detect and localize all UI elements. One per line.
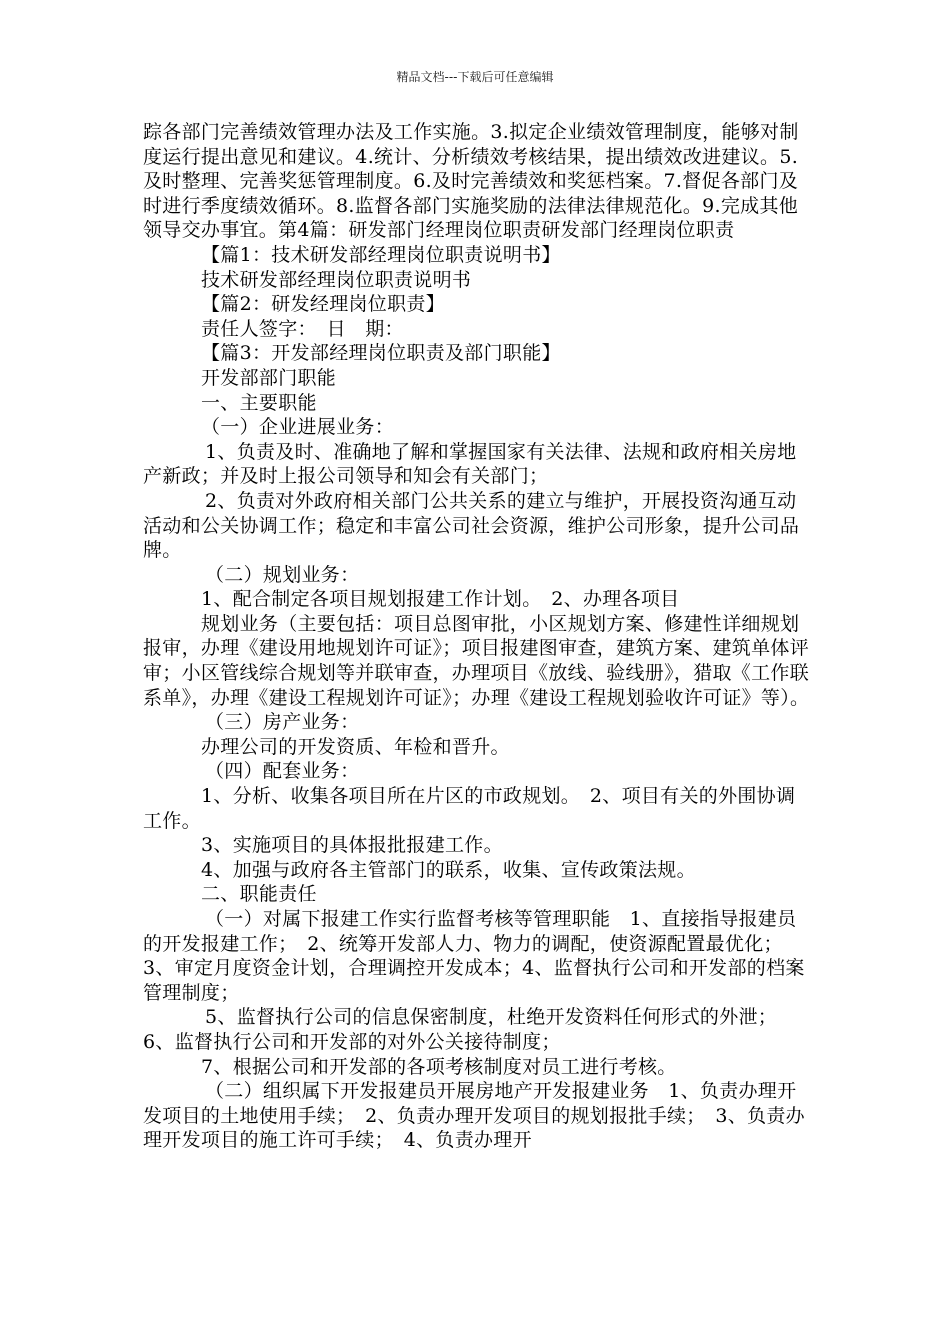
paragraph: 二、职能责任 — [201, 883, 317, 906]
paragraph: （一）对属下报建工作实行监督考核等管理职能 1、直接指导报建员的开发报建工作； 2、统筹开发部人力、物力的调配，使资源配置最优化； 3、审定月度资金计划，合理调控开发成本；4、监督执行公司和开发部的档案管理制度； — [143, 908, 805, 1004]
paragraph: （二）规划业务： — [205, 563, 360, 586]
paragraph: （三）房产业务： — [205, 711, 360, 734]
paragraph: 2、负责对外政府相关部门公共关系的建立与维护，开展投资沟通互动活动和公关协调工作；稳定和丰富公司社会资源，维护公司形象，提升公司品牌。 — [143, 489, 800, 562]
paragraph: 办理公司的开发资质、年检和晋升。 — [201, 735, 510, 758]
paragraph: 1、配合制定各项目规划报建工作计划。 2、办理各项目 — [201, 588, 680, 611]
paragraph: 一、主要职能 — [201, 391, 317, 414]
paragraph: 开发部部门职能 — [201, 366, 337, 389]
document-body — [143, 120, 813, 1153]
paragraph: 7、根据公司和开发部的各项考核制度对员工进行考核。 — [201, 1055, 677, 1078]
paragraph: 1、分析、收集各项目所在片区的市政规划。 2、项目有关的外围协调工作。 — [143, 785, 796, 832]
paragraph: 【篇3：开发部经理岗位职责及部门职能】 — [201, 342, 561, 365]
paragraph: （一）企业进展业务： — [201, 416, 395, 439]
paragraph: 规划业务（主要包括：项目总图审批，小区规划方案、修建性详细规划报审，办理《建设用地规划许可证》；项目报建图审查，建筑方案、建筑单体评审；小区管线综合规划等并联审查，办理项目《放线、验线册》，猎取《工作联系单》，办理《建设工程规划许可证》；办理《建设工程规划验收许可证》等）。 — [143, 612, 810, 709]
paragraph: 1、负责及时、准确地了解和掌握国家有关法律、法规和政府相关房地产新政；并及时上报公司领导和知会有关部门； — [143, 440, 797, 488]
paragraph: 3、实施项目的具体报批报建工作。 — [201, 834, 503, 857]
paragraph: 【篇1：技术研发部经理岗位职责说明书】 — [201, 243, 561, 266]
paragraph: 责任人签字： 日 期： — [201, 317, 404, 340]
paragraph: 踪各部门完善绩效管理办法及工作实施。3.拟定企业绩效管理制度，能够对制度运行提出意见和建议。4.统计、分析绩效考核结果，提出绩效改进建议。5.及时整理、完善奖惩管理制度。6.及时完善绩效和奖惩档案。7.督促各部门及时进行季度绩效循环。8.监督各部门实施奖励的法律法律规范化。9.完成其他领导交办事宜。第4篇：研发部门经理岗位职责研发部门经理岗位职责 — [143, 121, 799, 242]
paragraph: 技术研发部经理岗位职责说明书 — [201, 268, 472, 291]
paragraph: 5、监督执行公司的信息保密制度，杜绝开发资料任何形式的外泄； 6、监督执行公司和开发部的对外公关接待制度； — [143, 1006, 787, 1053]
paragraph: （四）配套业务： — [205, 760, 360, 783]
paragraph: 【篇2：研发经理岗位职责】 — [201, 293, 445, 316]
paragraph: 4、加强与政府各主管部门的联系，收集、宣传政策法规。 — [201, 858, 696, 881]
page-header: 精品文档---下载后可任意编辑 — [396, 70, 554, 84]
paragraph: （二）组织属下开发报建员开展房地产开发报建业务 1、负责办理开发项目的土地使用手续； 2、负责办理开发项目的规划报批手续； 3、负责办理开发项目的施工许可手续； 4、负责办理开 — [143, 1080, 805, 1152]
